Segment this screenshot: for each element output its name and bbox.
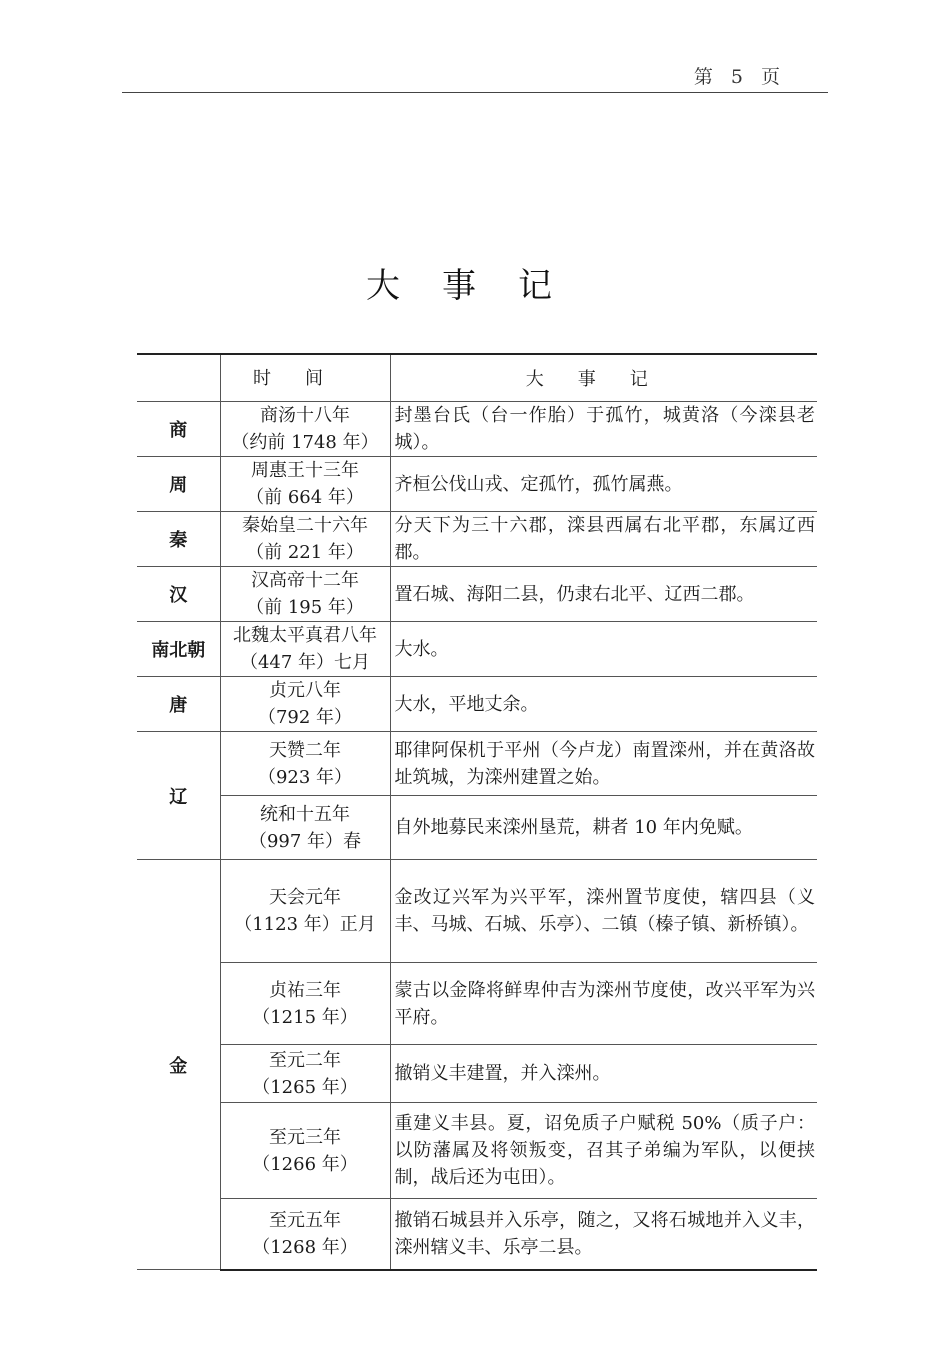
time-line: （1265 年） <box>252 1076 358 1098</box>
event-cell: 分天下为三十六郡，滦县西属右北平郡，东属辽西郡。 <box>390 512 817 567</box>
dynasty-cell: 南北朝 <box>137 622 220 677</box>
page-suffix: 页 <box>760 66 782 88</box>
table-row <box>137 1045 817 1103</box>
dynasty-cell: 唐 <box>137 677 220 732</box>
event-cell: 耶律阿保机于平州（今卢龙）南置滦州，并在黄洛故址筑城，为滦州建置之始。 <box>390 732 817 796</box>
time-line: （约前 1748 年） <box>231 432 379 453</box>
time-line: （447 年）七月 <box>239 652 371 673</box>
header-dynasty-cell <box>137 354 220 402</box>
table-row <box>137 796 817 860</box>
time-line: （前 664 年） <box>246 487 364 508</box>
time-line: （1266 年） <box>252 1153 358 1175</box>
time-cell <box>220 512 390 567</box>
time-cell <box>220 963 390 1045</box>
time-line: 至元二年 <box>269 1049 341 1071</box>
table-row <box>137 402 817 457</box>
time-cell <box>220 1045 390 1103</box>
table-row <box>137 677 817 732</box>
table-row <box>137 622 817 677</box>
event-cell: 自外地募民来滦州垦荒，耕者 10 年内免赋。 <box>390 796 817 860</box>
dynasty-cell: 汉 <box>137 567 220 622</box>
time-line: 至元三年 <box>269 1126 341 1148</box>
event-cell: 置石城、海阳二县，仍隶右北平、辽西二郡。 <box>390 567 817 622</box>
time-line: （1215 年） <box>252 1006 358 1028</box>
event-cell: 封墨台氏（台一作胎）于孤竹，城黄洛（今滦县老城）。 <box>390 402 817 457</box>
table-row <box>137 963 817 1045</box>
events-table <box>137 353 817 1271</box>
event-cell: 撤销义丰建置，并入滦州。 <box>390 1045 817 1103</box>
time-line: 秦始皇二十六年 <box>242 515 368 536</box>
dynasty-cell: 辽 <box>137 732 220 860</box>
table-row <box>137 1199 817 1270</box>
time-line: 北魏太平真君八年 <box>233 625 377 646</box>
header-time: 时间 <box>220 354 390 402</box>
time-cell <box>220 796 390 860</box>
time-line: 统和十五年 <box>260 803 350 825</box>
table-row <box>137 860 817 963</box>
time-cell <box>220 457 390 512</box>
time-cell <box>220 677 390 732</box>
page-number <box>686 62 790 89</box>
time-line: （923 年） <box>257 766 353 788</box>
page-header <box>122 56 828 93</box>
time-line: 贞祐三年 <box>269 979 341 1001</box>
dynasty-cell: 秦 <box>137 512 220 567</box>
event-cell: 大水，平地丈余。 <box>390 677 817 732</box>
table-row <box>137 732 817 796</box>
table-row <box>137 567 817 622</box>
time-line: 天赞二年 <box>269 739 341 761</box>
table-header-row <box>137 354 817 402</box>
time-cell <box>220 1103 390 1199</box>
event-cell: 撤销石城县并入乐亭，随之，又将石城地并入义丰，滦州辖义丰、乐亭二县。 <box>390 1199 817 1270</box>
time-line: （997 年）春 <box>248 830 362 852</box>
time-line: 汉高帝十二年 <box>251 570 359 591</box>
time-line: （792 年） <box>257 707 353 728</box>
event-cell: 重建义丰县。夏，诏免质子户赋税 50%（质子户：以防藩属及将领叛变，召其子弟编为军队，以便挟制，战后还为屯田）。 <box>390 1103 817 1199</box>
table-row <box>137 1103 817 1199</box>
table-row <box>137 457 817 512</box>
time-cell <box>220 622 390 677</box>
dynasty-cell: 金 <box>137 860 220 1270</box>
time-cell <box>220 732 390 796</box>
header-event: 大事记 <box>390 354 817 402</box>
page-number-value: 5 <box>730 66 745 88</box>
time-line: 天会元年 <box>269 887 341 908</box>
time-cell <box>220 402 390 457</box>
time-cell <box>220 567 390 622</box>
time-line: 周惠王十三年 <box>251 460 359 481</box>
time-line: （1123 年）正月 <box>234 914 376 935</box>
time-cell <box>220 860 390 963</box>
time-line: 商汤十八年 <box>260 405 350 426</box>
event-cell: 金改辽兴军为兴平军，滦州置节度使，辖四县（义丰、马城、石城、乐亭）、二镇（榛子镇、新桥镇）。 <box>390 860 817 963</box>
event-cell: 大水。 <box>390 622 817 677</box>
dynasty-cell: 周 <box>137 457 220 512</box>
table-row <box>137 512 817 567</box>
event-cell: 齐桓公伐山戎、定孤竹，孤竹属燕。 <box>390 457 817 512</box>
time-line: 至元五年 <box>269 1209 341 1231</box>
event-cell: 蒙古以金降将鲜卑仲吉为滦州节度使，改兴平军为兴平府。 <box>390 963 817 1045</box>
time-line: （前 195 年） <box>246 597 364 618</box>
time-cell <box>220 1199 390 1270</box>
time-line: 贞元八年 <box>269 680 341 701</box>
page-prefix: 第 <box>693 66 715 88</box>
page-title: 大事记 <box>366 266 594 306</box>
time-line: （1268 年） <box>252 1236 358 1258</box>
time-line: （前 221 年） <box>246 542 364 563</box>
dynasty-cell: 商 <box>137 402 220 457</box>
